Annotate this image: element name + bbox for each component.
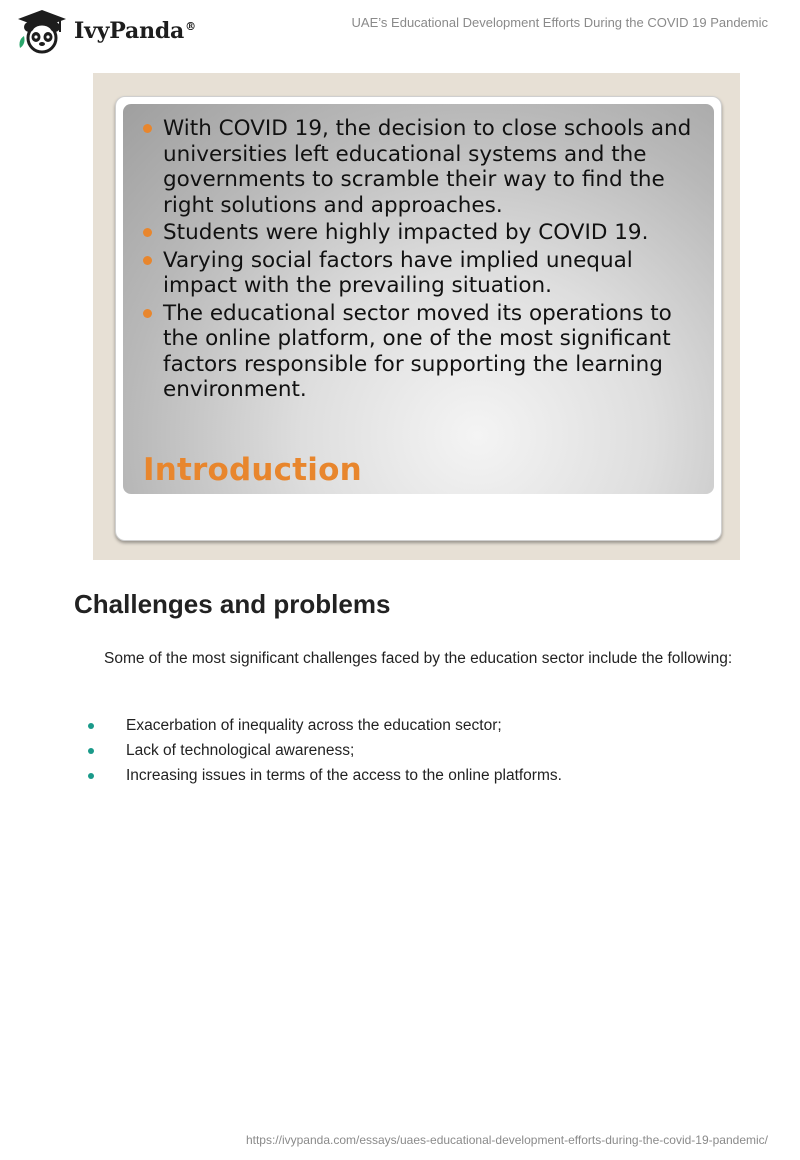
bullet-dot-icon <box>88 748 94 754</box>
logo-text: IvyPanda® <box>74 18 196 44</box>
bullet-dot-icon <box>143 124 152 133</box>
slide-image <box>93 73 740 560</box>
document-title: UAE’s Educational Development Efforts During the COVID 19 Pandemic <box>351 15 768 30</box>
slide-bullet: With COVID 19, the decision to close schools and universities left educational systems and the governments to scramble their way to find the right solutions and approaches. <box>143 116 708 218</box>
section-heading: Challenges and problems <box>74 589 391 619</box>
ivypanda-logo[interactable] <box>16 8 196 54</box>
bullet-dot-icon <box>143 228 152 237</box>
bullet-dot-icon <box>88 773 94 779</box>
list-item: Lack of technological awareness; <box>86 738 562 763</box>
page-header <box>0 0 800 64</box>
list-item: Increasing issues in terms of the access to the online platforms. <box>86 763 562 788</box>
panda-graduate-icon <box>16 8 68 54</box>
slide-bullet: Varying social factors have implied unequal impact with the prevailing situation. <box>143 248 708 299</box>
footer-url[interactable]: https://ivypanda.com/essays/uaes-educational-development-efforts-during-the-covid-19-pandemic/ <box>245 1133 768 1147</box>
slide-bullet: Students were highly impacted by COVID 19. <box>143 220 708 246</box>
bullet-dot-icon <box>143 256 152 265</box>
section-paragraph: Some of the most significant challenges faced by the education sector include the following: <box>104 650 733 667</box>
slide-bullet-list <box>143 116 708 405</box>
slide-content <box>123 104 714 494</box>
bullet-dot-icon <box>88 723 94 729</box>
challenges-list <box>86 713 562 788</box>
list-item: Exacerbation of inequality across the education sector; <box>86 713 562 738</box>
bullet-dot-icon <box>143 309 152 318</box>
slide-heading: Introduction <box>143 452 362 488</box>
slide-bullet: The educational sector moved its operations to the online platform, one of the most significant factors responsible for supporting the learning environment. <box>143 301 708 403</box>
slide-card <box>115 96 722 541</box>
